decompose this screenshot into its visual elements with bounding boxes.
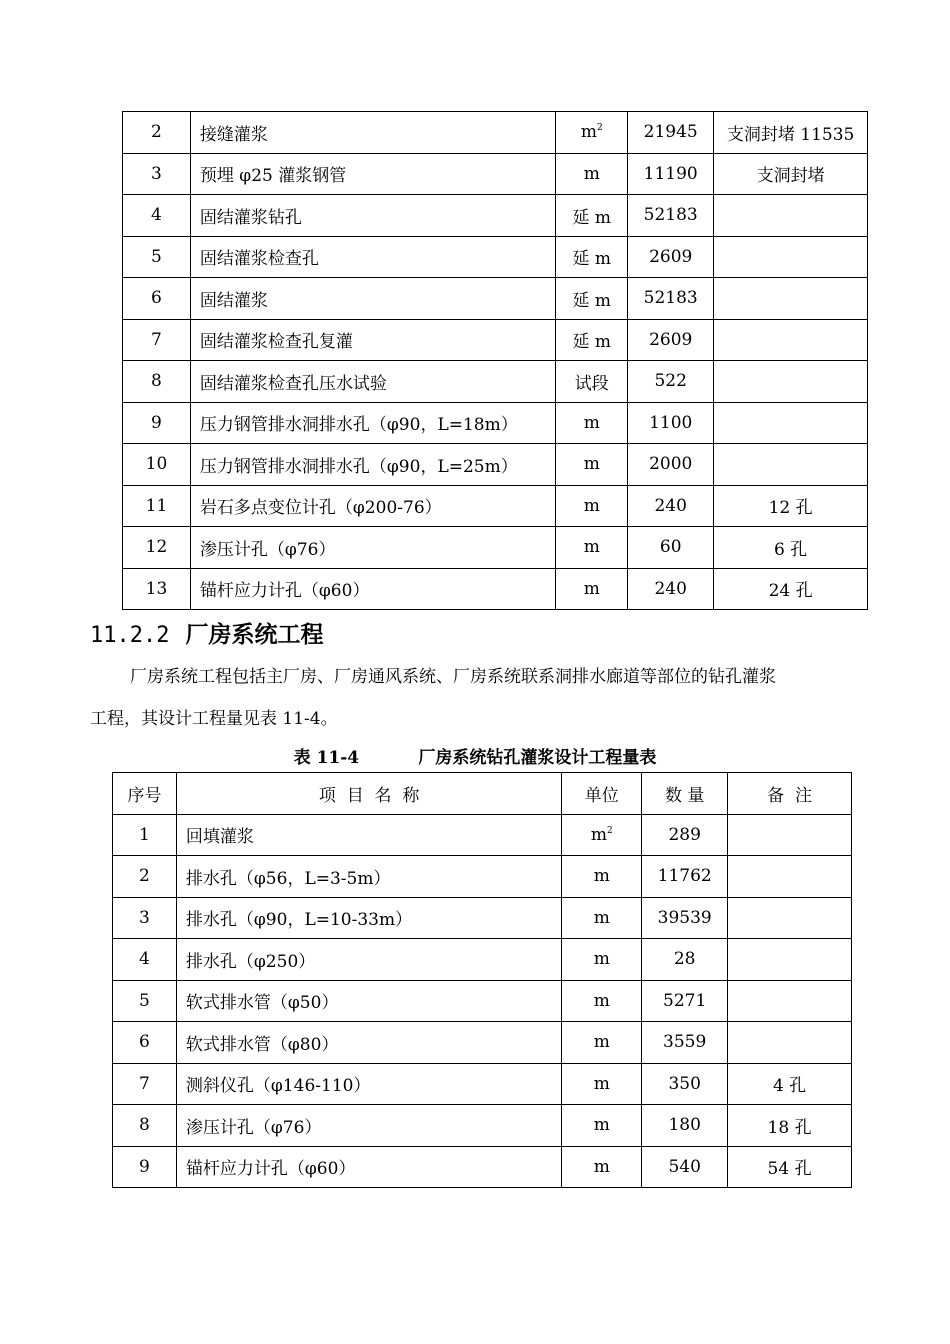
cell-no-text: 8 <box>151 371 162 392</box>
cell-qty <box>628 402 714 444</box>
cell-qty <box>642 897 728 939</box>
cell-note-text: 54 孔 <box>767 1159 812 1180</box>
cell-no <box>113 897 177 939</box>
cell-unit <box>556 568 628 610</box>
cell-qty <box>628 361 714 403</box>
cell-unit-text: m <box>583 454 600 475</box>
cell-name-text: 排水孔（φ90，L=10-33m） <box>185 910 413 931</box>
cell-name-text: 锚杆应力计孔（φ60） <box>199 581 370 602</box>
cell-no-text: 6 <box>139 1032 150 1053</box>
cell-note-text: 6 孔 <box>773 539 808 560</box>
cell-qty <box>628 319 714 361</box>
cell-name-text: 测斜仪孔（φ146-110） <box>185 1076 371 1097</box>
cell-name <box>190 319 555 361</box>
table-row <box>123 236 868 278</box>
cell-no-text: 7 <box>151 329 162 350</box>
table-row <box>113 939 852 981</box>
cell-qty <box>628 568 714 610</box>
cell-qty <box>628 112 714 154</box>
cell-no <box>123 568 191 610</box>
cell-qty <box>642 856 728 898</box>
cell-name <box>176 939 561 981</box>
cell-no <box>113 1022 177 1064</box>
table-row <box>123 527 868 569</box>
cell-qty <box>642 1146 728 1188</box>
cell-qty-text: 180 <box>668 1115 701 1136</box>
cell-name <box>176 1063 561 1105</box>
cell-note-text: 支洞封堵 11535 <box>726 124 855 145</box>
cell-unit <box>556 527 628 569</box>
cell-note <box>714 444 868 486</box>
cell-qty-text: 21945 <box>643 122 698 143</box>
cell-no-text: 3 <box>151 163 162 184</box>
cell-no <box>123 278 191 320</box>
cell-note <box>728 939 852 981</box>
cell-note <box>714 527 868 569</box>
cell-unit-text: 延 m <box>572 207 612 228</box>
cell-unit-text: m <box>593 990 610 1011</box>
table-row <box>123 112 868 154</box>
cell-no-text: 6 <box>151 288 162 309</box>
cell-unit <box>556 278 628 320</box>
cell-name <box>176 980 561 1022</box>
cell-unit-text: 延 m <box>572 249 612 270</box>
table-row <box>113 814 852 856</box>
cell-no <box>123 485 191 527</box>
cell-unit-text: m <box>593 1115 610 1136</box>
cell-qty-text: 522 <box>654 371 687 392</box>
cell-name-text: 软式排水管（φ80） <box>185 1034 339 1055</box>
section-number: 11.2.2 <box>90 623 170 648</box>
unit-superscript: 2 <box>606 825 613 836</box>
cell-unit <box>556 236 628 278</box>
table-caption <box>0 743 950 768</box>
cell-name-text: 排水孔（φ250） <box>185 951 316 972</box>
cell-no-text: 5 <box>139 990 150 1011</box>
cell-name <box>190 153 555 195</box>
cell-name <box>190 402 555 444</box>
section-heading <box>90 616 324 649</box>
cell-name-text: 排水孔（φ56，L=3-5m） <box>185 868 391 889</box>
cell-name <box>190 527 555 569</box>
previous-table <box>122 111 868 610</box>
cell-qty-text: 11190 <box>643 163 698 184</box>
cell-name-text: 固结灌浆 <box>199 290 268 311</box>
cell-unit-text: m <box>593 1073 610 1094</box>
table-row <box>123 153 868 195</box>
cell-qty-text: 2609 <box>649 329 693 350</box>
cell-note <box>728 856 852 898</box>
cell-unit-text: 试段 <box>574 373 609 394</box>
cell-no <box>113 814 177 856</box>
cell-unit <box>562 1105 642 1147</box>
cell-name-text: 软式排水管（φ50） <box>185 993 339 1014</box>
paragraph-line-1: 厂房系统工程包括主厂房、厂房通风系统、厂房系统联系洞排水廊道等部位的钻孔灌浆 <box>130 667 776 687</box>
cell-name-text: 压力钢管排水洞排水孔（φ90，L=18m） <box>199 415 518 436</box>
cell-no <box>123 402 191 444</box>
cell-qty <box>642 980 728 1022</box>
table-row <box>113 897 852 939</box>
cell-no <box>123 361 191 403</box>
cell-qty-text: 2000 <box>649 454 693 475</box>
cell-unit <box>562 980 642 1022</box>
cell-no-text: 4 <box>139 949 150 970</box>
cell-qty <box>642 939 728 981</box>
table-caption-label: 表 11-4 <box>293 748 360 768</box>
cell-no <box>123 195 191 237</box>
cell-qty <box>642 1022 728 1064</box>
cell-note-text: 24 孔 <box>768 581 813 602</box>
cell-name-text: 预埋 φ25 灌浆钢管 <box>199 166 347 187</box>
cell-note <box>728 1146 852 1188</box>
table-row <box>113 1063 852 1105</box>
cell-unit <box>556 195 628 237</box>
cell-note-text: 18 孔 <box>767 1117 812 1138</box>
cell-qty-text: 52183 <box>643 205 698 226</box>
cell-name <box>190 112 555 154</box>
cell-note <box>728 980 852 1022</box>
cell-unit-text: m <box>583 578 600 599</box>
main-table <box>112 772 852 1188</box>
cell-unit-text: m <box>593 1156 610 1177</box>
cell-note <box>714 485 868 527</box>
cell-unit <box>562 897 642 939</box>
cell-no <box>113 1105 177 1147</box>
cell-qty-text: 240 <box>654 495 687 516</box>
cell-unit-text: 延 m <box>572 332 612 353</box>
cell-qty-text: 60 <box>659 537 682 558</box>
cell-note <box>728 897 852 939</box>
cell-name-text: 固结灌浆检查孔 <box>199 249 319 270</box>
cell-qty-text: 5271 <box>663 990 707 1011</box>
cell-note-text: 4 孔 <box>772 1076 807 1097</box>
cell-note <box>714 278 868 320</box>
table-row <box>123 485 868 527</box>
cell-no <box>123 112 191 154</box>
cell-name <box>176 1146 561 1188</box>
table-row <box>123 361 868 403</box>
header-note: 备 注 <box>728 773 852 815</box>
cell-name-text: 固结灌浆检查孔复灌 <box>199 332 353 353</box>
cell-note <box>714 195 868 237</box>
cell-name <box>176 1105 561 1147</box>
cell-note <box>728 814 852 856</box>
cell-note <box>714 112 868 154</box>
cell-qty <box>628 485 714 527</box>
cell-no <box>113 939 177 981</box>
table-row <box>123 444 868 486</box>
cell-name <box>176 856 561 898</box>
cell-no <box>123 236 191 278</box>
cell-no-text: 1 <box>139 824 150 845</box>
header-name: 项 目 名 称 <box>176 773 561 815</box>
cell-unit-text: m <box>583 163 600 184</box>
cell-qty-text: 2609 <box>649 246 693 267</box>
table-header-row <box>113 773 852 815</box>
cell-note <box>728 1105 852 1147</box>
cell-unit-text: m <box>590 824 607 845</box>
cell-name <box>190 278 555 320</box>
cell-unit <box>562 1146 642 1188</box>
cell-unit <box>556 361 628 403</box>
cell-note <box>728 1022 852 1064</box>
cell-unit <box>556 112 628 154</box>
cell-qty-text: 240 <box>654 578 687 599</box>
header-unit: 单位 <box>562 773 642 815</box>
cell-no-text: 13 <box>145 578 168 599</box>
cell-qty <box>628 278 714 320</box>
cell-qty-text: 350 <box>668 1073 701 1094</box>
cell-unit-text: m <box>583 495 600 516</box>
table-row <box>123 319 868 361</box>
cell-no <box>123 444 191 486</box>
cell-name-text: 压力钢管排水洞排水孔（φ90，L=25m） <box>199 456 518 477</box>
cell-unit-text: m <box>583 537 600 558</box>
table-caption-title: 厂房系统钻孔灌浆设计工程量表 <box>418 748 657 768</box>
cell-name-text: 岩石多点变位计孔（φ200-76） <box>199 498 442 519</box>
cell-name-text: 回填灌浆 <box>185 827 254 848</box>
cell-note-text: 支洞封堵 <box>756 166 825 187</box>
table-row <box>113 1146 852 1188</box>
table-row <box>113 1105 852 1147</box>
cell-qty <box>628 527 714 569</box>
cell-no-text: 9 <box>151 412 162 433</box>
cell-no <box>113 1063 177 1105</box>
cell-name-text: 固结灌浆检查孔压水试验 <box>199 373 387 394</box>
cell-note <box>714 402 868 444</box>
cell-unit-text: m <box>583 412 600 433</box>
cell-no-text: 11 <box>145 495 168 516</box>
cell-qty <box>642 1063 728 1105</box>
cell-qty-text: 39539 <box>657 907 712 928</box>
cell-no <box>113 856 177 898</box>
cell-name <box>190 361 555 403</box>
cell-unit-text: m <box>580 122 597 143</box>
cell-unit <box>556 485 628 527</box>
cell-note <box>714 361 868 403</box>
cell-no <box>123 319 191 361</box>
cell-unit <box>562 1022 642 1064</box>
cell-unit <box>562 814 642 856</box>
cell-unit-text: 延 m <box>572 290 612 311</box>
cell-qty <box>642 814 728 856</box>
cell-name <box>176 897 561 939</box>
header-no: 序号 <box>113 773 177 815</box>
cell-unit-text: m <box>593 866 610 887</box>
cell-no <box>123 527 191 569</box>
cell-note <box>714 319 868 361</box>
cell-name <box>176 814 561 856</box>
cell-unit <box>562 939 642 981</box>
cell-no-text: 4 <box>151 205 162 226</box>
cell-no-text: 7 <box>139 1073 150 1094</box>
cell-note <box>714 236 868 278</box>
cell-qty-text: 3559 <box>663 1032 707 1053</box>
cell-note <box>714 153 868 195</box>
table-row <box>113 1022 852 1064</box>
section-title: 厂房系统工程 <box>185 621 324 648</box>
cell-unit-text: m <box>593 949 610 970</box>
cell-qty-text: 1100 <box>649 412 693 433</box>
header-qty: 数 量 <box>642 773 728 815</box>
table-row <box>113 980 852 1022</box>
cell-name <box>190 236 555 278</box>
cell-no-text: 12 <box>145 537 168 558</box>
table-row <box>123 195 868 237</box>
cell-name-text: 渗压计孔（φ76） <box>185 1117 322 1138</box>
cell-qty <box>628 153 714 195</box>
cell-no <box>123 153 191 195</box>
cell-unit-text: m <box>593 1032 610 1053</box>
unit-superscript: 2 <box>596 123 603 134</box>
cell-no-text: 9 <box>139 1156 150 1177</box>
cell-unit <box>556 444 628 486</box>
cell-note <box>728 1063 852 1105</box>
cell-unit <box>562 856 642 898</box>
cell-qty-text: 540 <box>668 1156 701 1177</box>
cell-no-text: 5 <box>151 246 162 267</box>
cell-no-text: 3 <box>139 907 150 928</box>
cell-note-text: 12 孔 <box>768 498 813 519</box>
cell-qty <box>642 1105 728 1147</box>
cell-name <box>176 1022 561 1064</box>
main-table-body <box>113 814 852 1188</box>
cell-no-text: 10 <box>145 454 168 475</box>
cell-qty-text: 28 <box>673 949 696 970</box>
table-row <box>123 402 868 444</box>
cell-name-text: 固结灌浆钻孔 <box>199 207 302 228</box>
cell-name <box>190 485 555 527</box>
cell-unit <box>556 402 628 444</box>
cell-no-text: 8 <box>139 1115 150 1136</box>
cell-name <box>190 444 555 486</box>
cell-unit <box>562 1063 642 1105</box>
cell-no <box>113 980 177 1022</box>
table-row <box>123 278 868 320</box>
cell-name <box>190 568 555 610</box>
paragraph-line-2: 工程，其设计工程量见表 11-4。 <box>90 709 338 729</box>
cell-name-text: 锚杆应力计孔（φ60） <box>185 1159 356 1180</box>
cell-no-text: 2 <box>139 866 150 887</box>
table-row <box>113 856 852 898</box>
cell-qty <box>628 195 714 237</box>
cell-no <box>113 1146 177 1188</box>
cell-qty <box>628 444 714 486</box>
cell-unit <box>556 153 628 195</box>
previous-table-body <box>123 112 868 610</box>
cell-no-text: 2 <box>151 122 162 143</box>
cell-name-text: 接缝灌浆 <box>199 124 268 145</box>
table-row <box>123 568 868 610</box>
cell-name-text: 渗压计孔（φ76） <box>199 539 336 560</box>
cell-unit <box>556 319 628 361</box>
cell-qty-text: 11762 <box>657 866 712 887</box>
cell-name <box>190 195 555 237</box>
cell-qty-text: 289 <box>668 824 701 845</box>
cell-qty-text: 52183 <box>643 288 698 309</box>
cell-qty <box>628 236 714 278</box>
cell-note <box>714 568 868 610</box>
cell-unit-text: m <box>593 907 610 928</box>
